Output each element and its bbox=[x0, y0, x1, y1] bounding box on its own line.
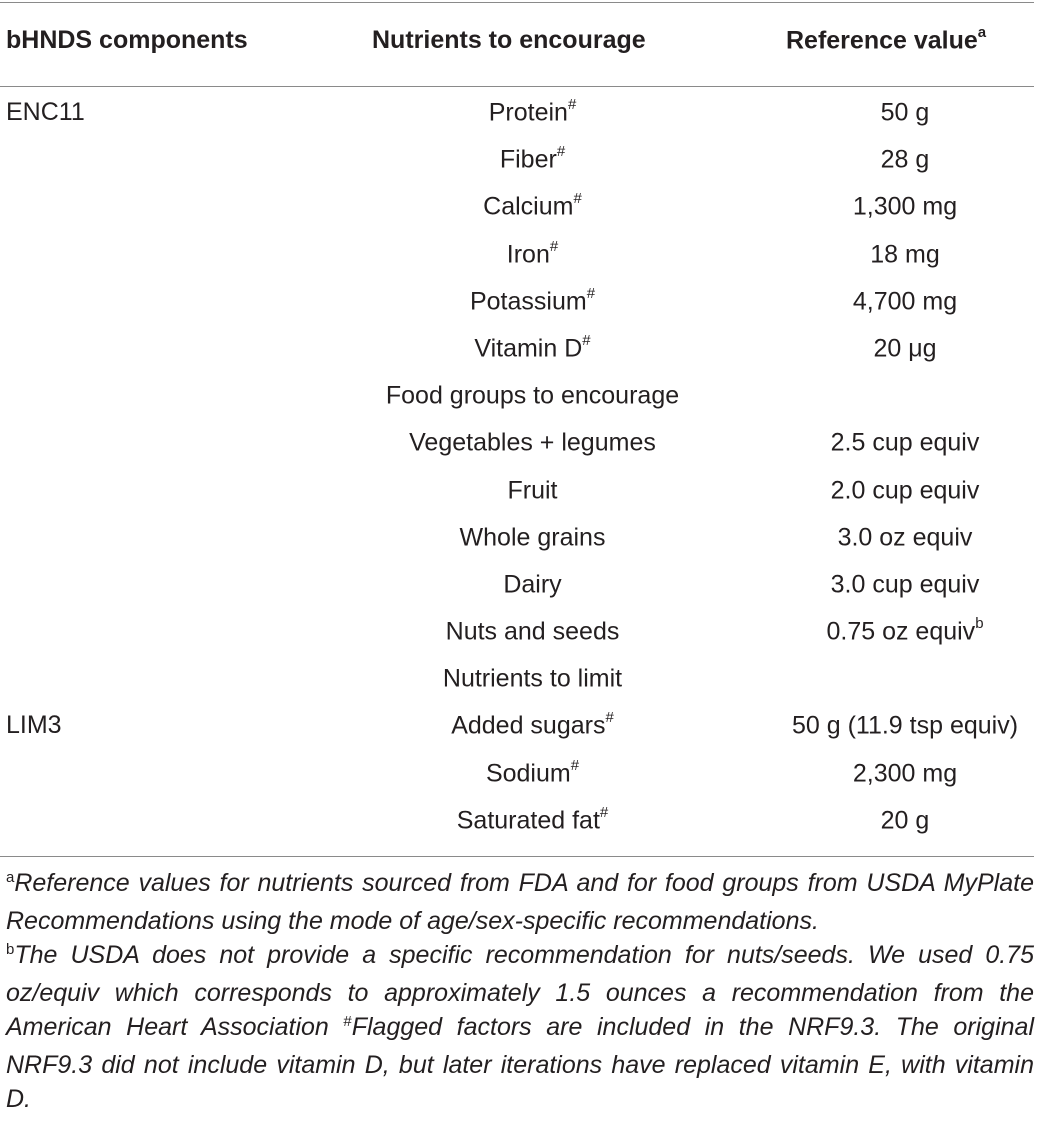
bottom-rule bbox=[0, 856, 1034, 857]
nutrient-name: Saturated fat bbox=[456, 806, 600, 835]
nutrient-name: Iron bbox=[506, 239, 550, 268]
header-rule bbox=[0, 86, 1034, 87]
reference-value-cell bbox=[760, 145, 1040, 174]
nutrient-name: Nuts and seeds bbox=[445, 617, 620, 646]
reference-value: 2,300 mg bbox=[852, 758, 958, 787]
reference-value: 50 g bbox=[880, 98, 930, 127]
nutrient-name: Fruit bbox=[507, 475, 558, 504]
reference-value-cell bbox=[760, 287, 1040, 316]
reference-value: 2.0 cup equiv bbox=[830, 475, 980, 504]
header-reference-value bbox=[786, 26, 986, 55]
reference-value-cell bbox=[760, 98, 1040, 127]
reference-value-cell bbox=[760, 617, 1040, 646]
table-body bbox=[0, 92, 1040, 847]
reference-value: 3.0 cup equiv bbox=[830, 570, 980, 599]
nutrient-cell bbox=[280, 98, 785, 127]
footnote-a-text: Reference values for nutrients sourced from FDA and for food groups from USDA MyPlate Recommendations using the mode of age/sex-specific recommendations. bbox=[6, 869, 1034, 935]
table-row bbox=[0, 564, 1040, 611]
component-cell: ENC11 bbox=[6, 98, 85, 126]
header-nutrients-label: Nutrients to encourage bbox=[372, 26, 646, 54]
nutrient-cell bbox=[280, 192, 785, 221]
reference-value-cell bbox=[760, 523, 1040, 552]
reference-value: 0.75 oz equiv bbox=[826, 617, 976, 646]
footnote-b-text: The USDA does not provide a specific recommendation for nuts/seeds. We used 0.75 oz/equiv which corresponds to approximately 1.5 ounces a recommendation from the American Heart Association bbox=[6, 941, 1034, 1041]
table-row bbox=[0, 92, 1040, 139]
flag-marker: # bbox=[549, 237, 559, 255]
table-row bbox=[0, 422, 1040, 469]
flag-marker: # bbox=[567, 96, 577, 113]
nutrient-name: Dairy bbox=[503, 570, 562, 599]
nutrient-name: Added sugars bbox=[451, 711, 606, 740]
header-components-label: bHNDS components bbox=[6, 26, 248, 54]
nutrient-cell bbox=[280, 570, 785, 599]
flag-marker: # bbox=[605, 709, 614, 727]
header-reference-label: Reference value bbox=[786, 26, 978, 55]
nutrient-name: Vitamin D bbox=[474, 334, 583, 363]
reference-value: 4,700 mg bbox=[852, 287, 958, 316]
footnote-b-marker: b bbox=[6, 941, 15, 958]
footnote-hash-text: Flagged factors are included in the NRF9.3. The original NRF9.3 did not include vitamin D, but later iterations have replaced vitamin E, with vitamin D. bbox=[6, 1013, 1034, 1113]
footnote-hash-marker: # bbox=[343, 1013, 352, 1030]
table-row bbox=[0, 753, 1040, 800]
nutrient-name: Sodium bbox=[485, 758, 571, 787]
header-nutrients bbox=[372, 26, 646, 55]
flag-marker: # bbox=[556, 143, 566, 161]
nutrient-name: Potassium bbox=[469, 287, 587, 316]
nutrient-name: Nutrients to limit bbox=[442, 664, 623, 693]
nutrient-name: Food groups to encourage bbox=[385, 381, 680, 410]
reference-value: 28 g bbox=[880, 145, 930, 174]
flag-marker: # bbox=[573, 190, 582, 208]
nutrient-cell bbox=[280, 237, 785, 269]
nutrient-cell bbox=[280, 476, 785, 505]
header-footnote-marker: a bbox=[977, 24, 987, 41]
nutrient-name: Calcium bbox=[483, 192, 574, 221]
table-row bbox=[0, 658, 1040, 705]
reference-value: 18 mg bbox=[870, 239, 940, 268]
footnote-b bbox=[6, 938, 1034, 1116]
reference-value: 3.0 oz equiv bbox=[837, 523, 973, 552]
nutrient-name: Whole grains bbox=[459, 523, 606, 552]
nutrient-cell bbox=[280, 523, 785, 552]
reference-value-cell bbox=[760, 711, 1040, 740]
nutrient-name: Protein bbox=[488, 98, 568, 127]
reference-value-cell bbox=[760, 428, 1040, 457]
table-row bbox=[0, 517, 1040, 564]
reference-value-cell bbox=[760, 759, 1040, 788]
footnote-a bbox=[6, 866, 1034, 938]
nutrient-cell bbox=[280, 284, 785, 316]
reference-value: 2.5 cup equiv bbox=[830, 428, 980, 457]
reference-value: 1,300 mg bbox=[852, 192, 958, 221]
nutrient-cell bbox=[280, 381, 785, 410]
nutrient-cell bbox=[280, 617, 785, 646]
table-row bbox=[0, 281, 1040, 328]
table-row bbox=[0, 139, 1040, 186]
flag-marker: # bbox=[599, 803, 609, 821]
top-rule bbox=[0, 2, 1034, 3]
reference-value: 20 μg bbox=[873, 334, 937, 363]
reference-value-cell bbox=[760, 334, 1040, 363]
nutrient-cell bbox=[280, 711, 785, 740]
table-row bbox=[0, 800, 1040, 847]
footnote-a-marker: a bbox=[6, 869, 15, 886]
value-footnote-marker: b bbox=[975, 615, 984, 633]
table-row bbox=[0, 375, 1040, 422]
table-row bbox=[0, 705, 1040, 752]
reference-value-cell bbox=[760, 476, 1040, 505]
table-row bbox=[0, 186, 1040, 233]
table-row bbox=[0, 234, 1040, 281]
nutrient-cell bbox=[280, 145, 785, 174]
nutrient-cell bbox=[280, 664, 785, 693]
reference-value-cell bbox=[760, 192, 1040, 221]
reference-value: 20 g bbox=[880, 806, 930, 835]
reference-value-cell bbox=[760, 570, 1040, 599]
flag-marker: # bbox=[570, 756, 580, 774]
nutrient-cell bbox=[280, 331, 785, 363]
component-cell: LIM3 bbox=[6, 711, 62, 740]
nutrient-cell bbox=[280, 803, 785, 835]
nutrient-name: Fiber bbox=[499, 145, 557, 174]
nutrient-cell bbox=[280, 428, 785, 457]
flag-marker: # bbox=[582, 331, 591, 349]
reference-value-cell bbox=[760, 240, 1040, 269]
nutrient-name: Vegetables + legumes bbox=[409, 428, 656, 457]
reference-value: 50 g (11.9 tsp equiv) bbox=[791, 711, 1019, 740]
footnotes bbox=[6, 866, 1034, 1116]
table-row bbox=[0, 328, 1040, 375]
reference-value-cell bbox=[760, 806, 1040, 835]
header-components bbox=[6, 26, 248, 55]
flag-marker: # bbox=[586, 284, 596, 302]
table-row bbox=[0, 470, 1040, 517]
table-row bbox=[0, 611, 1040, 658]
nutrient-cell bbox=[280, 756, 785, 788]
